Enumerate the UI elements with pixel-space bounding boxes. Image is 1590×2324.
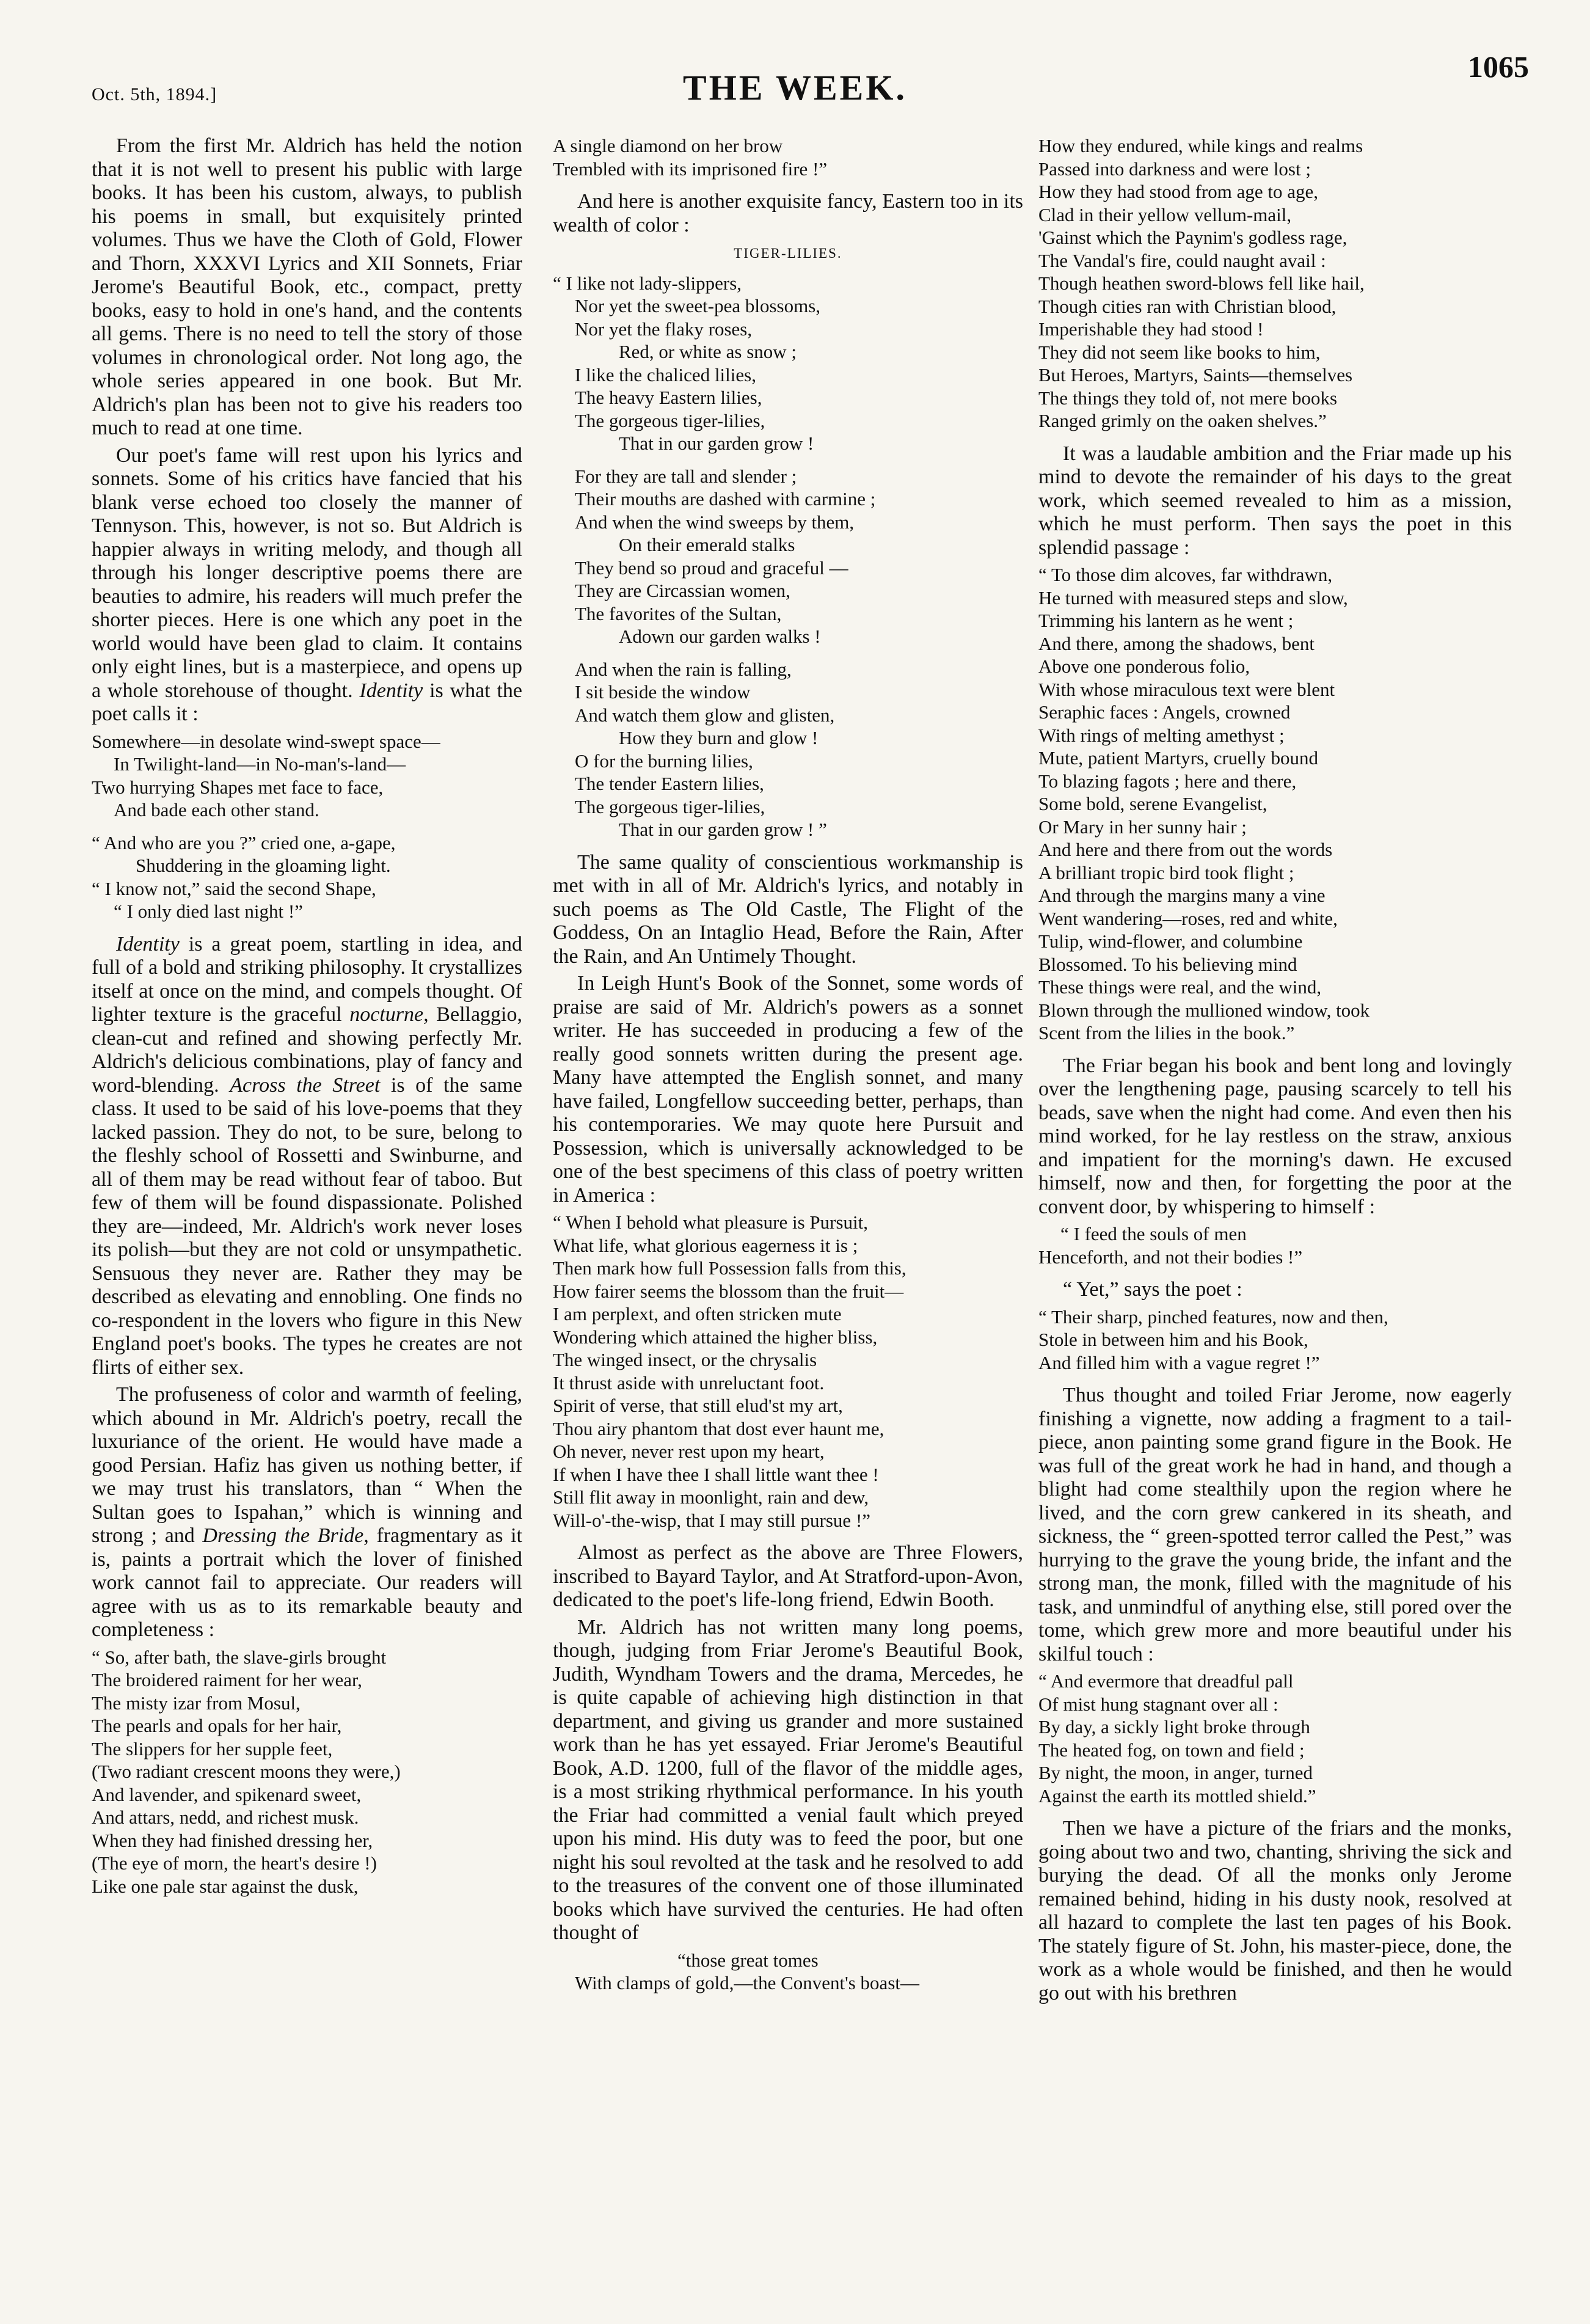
poem-line: Went wandering—roses, red and white,	[1038, 907, 1338, 929]
poem-line: Spirit of verse, that still elud'st my art,	[553, 1395, 843, 1416]
poem-line: By day, a sickly light broke through	[1038, 1716, 1310, 1738]
paragraph: The Friar began his book and bent long and lovingly over the lengthening page, pausing scarcely to tell his beads, save when the night had come. And even then his mind worked, for he lay restless on the straw, anxious and impatient for the morning's dawn. He excused himself, now and then, for forgetting the poor at the convent door, by whispering to himself :	[1038, 1054, 1512, 1218]
poem-line: How they endured, while kings and realms	[1038, 135, 1363, 156]
poem-continuation	[553, 134, 1023, 180]
poem-line: If when I have thee I shall little want thee !	[553, 1463, 879, 1485]
poem-line: Tulip, wind-flower, and columbine	[1038, 930, 1303, 952]
paragraph: From the first Mr. Aldrich has held the notion that it is not well to present his public with large books. It has been his custom, always, to publish his poems in small, but exquisitely printed volumes. Thus we have the Cloth of Gold, Flower and Thorn, XXXVI Lyrics and XII Sonnets, Friar Jerome's Beautiful Book, etc., compact, pretty books, easy to hold in one's hand, and the contents all gems. There is no need to tell the story of those volumes in chronological order. Not long ago, the whole series appeared in one book. But Mr. Aldrich's plan has been not to give his readers too much to read at one time.	[92, 134, 522, 439]
paragraph: The profuseness of color and warmth of feeling, which abound in Mr. Aldrich's poetry, recall the luxuriance of the orient. He would have made a good Persian. Hafiz has given us nothing better, if we may trust his translators, than “ When the Sultan goes to Ispahan,” which is winning and strong ; and Dressing the Bride, fragmentary as it is, paints a portrait which the lover of finished work cannot fail to appreciate. Our readers will agree with us as to its remarkable beauty and completeness :	[92, 1383, 522, 1641]
poem-line: Or Mary in her sunny hair ;	[1038, 816, 1247, 838]
poem-line: Oh never, never rest upon my heart,	[553, 1441, 825, 1462]
poem-line: On their emerald stalks	[619, 534, 795, 555]
poem-line: Mute, patient Martyrs, cruelly bound	[1038, 747, 1319, 769]
poem-line: And when the rain is falling,	[575, 658, 792, 680]
poem-line: “ So, after bath, the slave-girls brought	[92, 1646, 387, 1668]
poem-line: Nor yet the sweet-pea blossoms,	[575, 295, 821, 316]
poem-line: O for the burning lilies,	[575, 750, 753, 772]
poem-line: What life, what glorious eagerness it is ;	[553, 1234, 858, 1256]
poem-line: I sit beside the window	[575, 681, 751, 703]
poem-stanza	[92, 730, 522, 822]
paragraph: And here is another exquisite fancy, Eastern too in its wealth of color :	[553, 190, 1023, 236]
poem-line: For they are tall and slender ;	[575, 465, 797, 487]
poem-stanza	[92, 831, 522, 923]
poem-line: Above one ponderous folio,	[1038, 656, 1250, 677]
poem-line: Against the earth its mottled shield.”	[1038, 1785, 1316, 1807]
poem-title-ref: Identity	[359, 679, 423, 702]
poem-line: (The eye of morn, the heart's desire !)	[92, 1852, 377, 1874]
poem-line: “ Their sharp, pinched features, now and then,	[1038, 1306, 1388, 1328]
poem-line: The slippers for her supple feet,	[92, 1738, 333, 1759]
poem-line: Then mark how full Possession falls from this,	[553, 1257, 906, 1279]
poem-line: But Heroes, Martyrs, Saints—themselves	[1038, 364, 1353, 386]
poem-line: Henceforth, and not their bodies !”	[1038, 1246, 1303, 1268]
paragraph: Almost as perfect as the above are Three Flowers, inscribed to Bayard Taylor, and At Stratford-upon-Avon, dedicated to the poet's life-long friend, Edwin Booth.	[553, 1541, 1023, 1611]
poem-line: “those great tomes	[677, 1949, 819, 1971]
poem-line: And lavender, and spikenard sweet,	[92, 1783, 362, 1805]
paragraph: “ Yet,” says the poet :	[1063, 1278, 1242, 1301]
poem-line: They are Circassian women,	[575, 580, 790, 601]
poem-line: And filled him with a vague regret !”	[1038, 1351, 1320, 1373]
poem-excerpt	[1038, 1670, 1512, 1807]
poem-line: “ When I behold what pleasure is Pursuit,	[553, 1211, 868, 1233]
poem-line: Nor yet the flaky roses,	[575, 318, 753, 340]
paragraph: Thus thought and toiled Friar Jerome, now eagerly finishing a vignette, now adding a fragment to a tail-piece, anon painting some grand figure in the Book. He was full of the great work he had in hand, and though a blight had come stealthily upon the region where he lived, and the corn grew cankered in its sheath, and sickness, the “ green-spotted terror called the Pest,” was hurrying to the grave the young bride, the infant and the strong man, the monk, filled with the magnitude of his task, and unmindful of anything else, still pored over the tome, which grew more and more beautiful under his skilful touch :	[1038, 1384, 1512, 1665]
poem-line: And through the margins many a vine	[1038, 885, 1326, 906]
poem-line: These things were real, and the wind,	[1038, 976, 1322, 998]
poem-line: And bade each other stand.	[114, 799, 319, 820]
poem-line: How fairer seems the blossom than the fruit—	[553, 1280, 904, 1302]
poem-continuation	[1038, 134, 1512, 433]
poem-line: I like the chaliced lilies,	[575, 364, 756, 386]
poem-quote	[553, 1949, 1023, 1995]
poem-line: And when the wind sweeps by them,	[575, 511, 855, 533]
poem-line: In Twilight-land—in No-man's-land—	[114, 753, 406, 775]
poem-line: A brilliant tropic bird took flight ;	[1038, 861, 1294, 883]
poem-line: Scent from the lilies in the book.”	[1038, 1022, 1295, 1043]
paragraph: The same quality of conscientious workmanship is met with in all of Mr. Aldrich's lyrics, and notably in such poems as The Old Castle, The Flight of the Goddess, On an Intaglio Head, Before the Rain, After the Rain, and An Untimely Thought.	[553, 850, 1023, 968]
paragraph: In Leigh Hunt's Book of the Sonnet, some words of praise are said of Mr. Aldrich's powers as a sonnet writer. He has succeeded in producing a few of the really good sonnets written during the present age. Many have attempted the English sonnet, and many have failed, Longfellow succeeding better, perhaps, than his contemporaries. We may quote here Pursuit and Possession, which is universally acknowledged to be one of the best specimens of this class of poetry written in America :	[553, 972, 1023, 1207]
poem-line: Trimming his lantern as he went ;	[1038, 610, 1294, 631]
poem-line: Somewhere—in desolate wind-swept space—	[92, 730, 440, 752]
issue-date: Oct. 5th, 1894.]	[92, 84, 217, 104]
poem-line: Still flit away in moonlight, rain and dew,	[553, 1486, 869, 1508]
poem-excerpt	[1038, 563, 1512, 1045]
poem-line: Passed into darkness and were lost ;	[1038, 158, 1311, 180]
poem-line: And watch them glow and glisten,	[575, 704, 835, 726]
poem-line: They bend so proud and graceful —	[575, 557, 848, 579]
poem-line: With clamps of gold,—the Convent's boast—	[575, 1972, 919, 1993]
poem-line: Blown through the mullioned window, took	[1038, 999, 1370, 1021]
poem-line: Seraphic faces : Angels, crowned	[1038, 701, 1291, 723]
poem-line: “ I like not lady-slippers,	[553, 272, 742, 294]
poem-line: (Two radiant crescent moons they were,)	[92, 1761, 401, 1782]
page-header	[0, 43, 1590, 110]
poem-line: Imperishable they had stood !	[1038, 318, 1264, 340]
poem-line: The heated fog, on town and field ;	[1038, 1739, 1305, 1761]
paragraph: Mr. Aldrich has not written many long poems, though, judging from Friar Jerome's Beautiful Book, Judith, Wyndham Towers and the drama, Mercedes, he is quite capable of achieving high distinction in that department, and giving us grander and more sustained work than he has yet essayed. Friar Jerome's Beautiful Book, A.D. 1200, full of the flavor of the middle ages, is a most striking rhythmical performance. In his youth the Friar had committed a venial fault which preyed upon his mind. His duty was to feed the poor, but one night his soul revolted at the task and he resolved to add to the treasures of the convent one of those illuminated books which have survived the centuries. He had often thought of	[553, 1615, 1023, 1944]
poem-line: The heavy Eastern lilies,	[575, 387, 762, 408]
poem-line: Some bold, serene Evangelist,	[1038, 793, 1267, 814]
poem-line: Trembled with its imprisoned fire !”	[553, 158, 828, 180]
poem-line: The pearls and opals for her hair,	[92, 1715, 342, 1736]
poem-line: Of mist hung stagnant over all :	[1038, 1693, 1278, 1715]
poem-line: “ And evermore that dreadful pall	[1038, 1670, 1294, 1692]
poem-line: 'Gainst which the Paynim's godless rage,	[1038, 227, 1347, 248]
poem-line: Though cities ran with Christian blood,	[1038, 295, 1337, 317]
masthead-title: THE WEEK.	[683, 68, 907, 108]
column-1	[92, 134, 522, 1907]
poem-line: When they had finished dressing her,	[92, 1829, 373, 1851]
poem-excerpt	[92, 1646, 522, 1898]
poem-line: The favorites of the Sultan,	[575, 602, 782, 624]
poem-line: The gorgeous tiger-lilies,	[575, 795, 765, 817]
poem-line: “ I feed the souls of men	[1060, 1223, 1247, 1244]
column-2	[553, 134, 1023, 2004]
poem-line: “ I know not,” said the second Shape,	[92, 877, 376, 899]
poem-line: Though heathen sword-blows fell like hail,	[1038, 272, 1365, 294]
poem-line: “ And who are you ?” cried one, a-gape,	[92, 831, 396, 853]
poem-line: Like one pale star against the dusk,	[92, 1875, 359, 1897]
poem-line: Their mouths are dashed with carmine ;	[575, 488, 876, 510]
poem-line: With whose miraculous text were blent	[1038, 678, 1335, 700]
poem-line: By night, the moon, in anger, turned	[1038, 1762, 1313, 1783]
poem-stanza	[553, 658, 1023, 841]
poem-line: The things they told of, not mere books	[1038, 387, 1338, 409]
poem-line: Shuddering in the gloaming light.	[136, 855, 391, 876]
poem-line: Ranged grimly on the oaken shelves.”	[1038, 410, 1327, 431]
paragraph: Then we have a picture of the friars and the monks, going about two and two, chanting, shriving the sick and burying the dead. Of all the monks only Jerome remained behind, hiding in his dusty nook, resolved at all hazard to complete the last ten pages of his Book. The stately figure of St. John, his master-piece, done, the work as a whole would be finished, and then he would go out with his brethren	[1038, 1817, 1512, 2004]
column-3	[1038, 134, 1512, 2009]
poem-line: How they burn and glow !	[619, 727, 819, 748]
poem-excerpt	[1038, 1306, 1512, 1375]
poem-excerpt	[1038, 1222, 1512, 1268]
poem-line: Adown our garden walks !	[619, 626, 821, 647]
poem-line: They did not seem like books to him,	[1038, 341, 1321, 363]
poem-line: That in our garden grow ! ”	[619, 819, 827, 840]
poem-line: Wondering which attained the higher bliss,	[553, 1326, 878, 1348]
poem-line: “ I only died last night !”	[114, 901, 303, 922]
poem-line: Clad in their yellow vellum-mail,	[1038, 203, 1292, 225]
poem-title: TIGER-LILIES.	[734, 246, 842, 261]
poem-line: The tender Eastern lilies,	[575, 773, 764, 794]
poem-line: And here and there from out the words	[1038, 839, 1333, 860]
poem-line: And attars, nedd, and richest musk.	[92, 1807, 359, 1828]
poem-line: The gorgeous tiger-lilies,	[575, 409, 765, 431]
poem-line: I am perplext, and often stricken mute	[553, 1303, 842, 1325]
poem-line: The misty izar from Mosul,	[92, 1692, 301, 1714]
poem-line: The winged insect, or the chrysalis	[553, 1349, 817, 1370]
page-number: 1065	[1468, 49, 1529, 84]
poem-line: The Vandal's fire, could naught avail :	[1038, 249, 1326, 271]
poem-stanza	[553, 465, 1023, 648]
poem-line: How they had stood from age to age,	[1038, 181, 1318, 202]
poem-line: It thrust aside with unreluctant foot.	[553, 1372, 825, 1394]
poem-line: Red, or white as snow ;	[619, 341, 797, 362]
poem-line: With rings of melting amethyst ;	[1038, 724, 1285, 746]
poem-line: A single diamond on her brow	[553, 135, 783, 156]
poem-line: The broidered raiment for her wear,	[92, 1669, 362, 1690]
poem-line: “ To those dim alcoves, far withdrawn,	[1038, 564, 1333, 585]
sonnet	[553, 1211, 1023, 1532]
poem-line: Stole in between him and his Book,	[1038, 1329, 1308, 1350]
poem-line: That in our garden grow !	[619, 433, 814, 454]
poem-line: And there, among the shadows, bent	[1038, 632, 1315, 654]
poem-line: He turned with measured steps and slow,	[1038, 586, 1348, 608]
paragraph: Identity is a great poem, startling in idea, and full of a bold and striking philosophy. It crystallizes itself at once on the mind, and compels thought. Of lighter texture is the graceful nocturne, Bellaggio, clean-cut and refined and showing perfectly Mr. Aldrich's delicious combinations, play of fancy and word-blending. Across the Street is of the same class. It used to be said of his love-poems that they lacked passion. They do not, to be sure, belong to the fleshly school of Rossetti and Swinburne, and all of them may be read without fear of taboo. But few of them will be found dispassionate. Polished they are—indeed, Mr. Aldrich's work never loses its polish—but they are not cold or unsympathetic. Sensuous they never are. Rather they may be described as elevating and ennobling. One finds no co-respondent in the lovers who figure in this New England poet's books. The types he creates are not flirts of either sex.	[92, 932, 523, 1379]
poem-line: Two hurrying Shapes met face to face,	[92, 776, 384, 798]
poem-line: Will-o'-the-wisp, that I may still pursue !”	[553, 1509, 871, 1531]
paragraph: It was a laudable ambition and the Friar made up his mind to devote the remainder of his days to the great work, which seemed revealed to him as a mission, which he must perform. Then says the poet in this splendid passage :	[1038, 442, 1512, 559]
poem-line: Blossomed. To his believing mind	[1038, 953, 1297, 975]
paragraph: Our poet's fame will rest upon his lyrics and sonnets. Some of his critics have fancied that his blank verse echoed too closely the manner of Tennyson. This, however, is not so. But Aldrich is happier always in writing melody, and though all through his longer descriptive poems there are beauties to admire, his readers will much prefer the shorter pieces. Here is one which any poet in the world would have been glad to claim. It contains only eight lines, but is a masterpiece, and opens up a whole storehouse of thought. Identity is what the poet calls it :	[92, 444, 523, 725]
poem-line: To blazing fagots ; here and there,	[1038, 770, 1297, 792]
poem-line: Thou airy phantom that dost ever haunt me,	[553, 1417, 884, 1439]
poem-stanza	[553, 272, 1023, 455]
